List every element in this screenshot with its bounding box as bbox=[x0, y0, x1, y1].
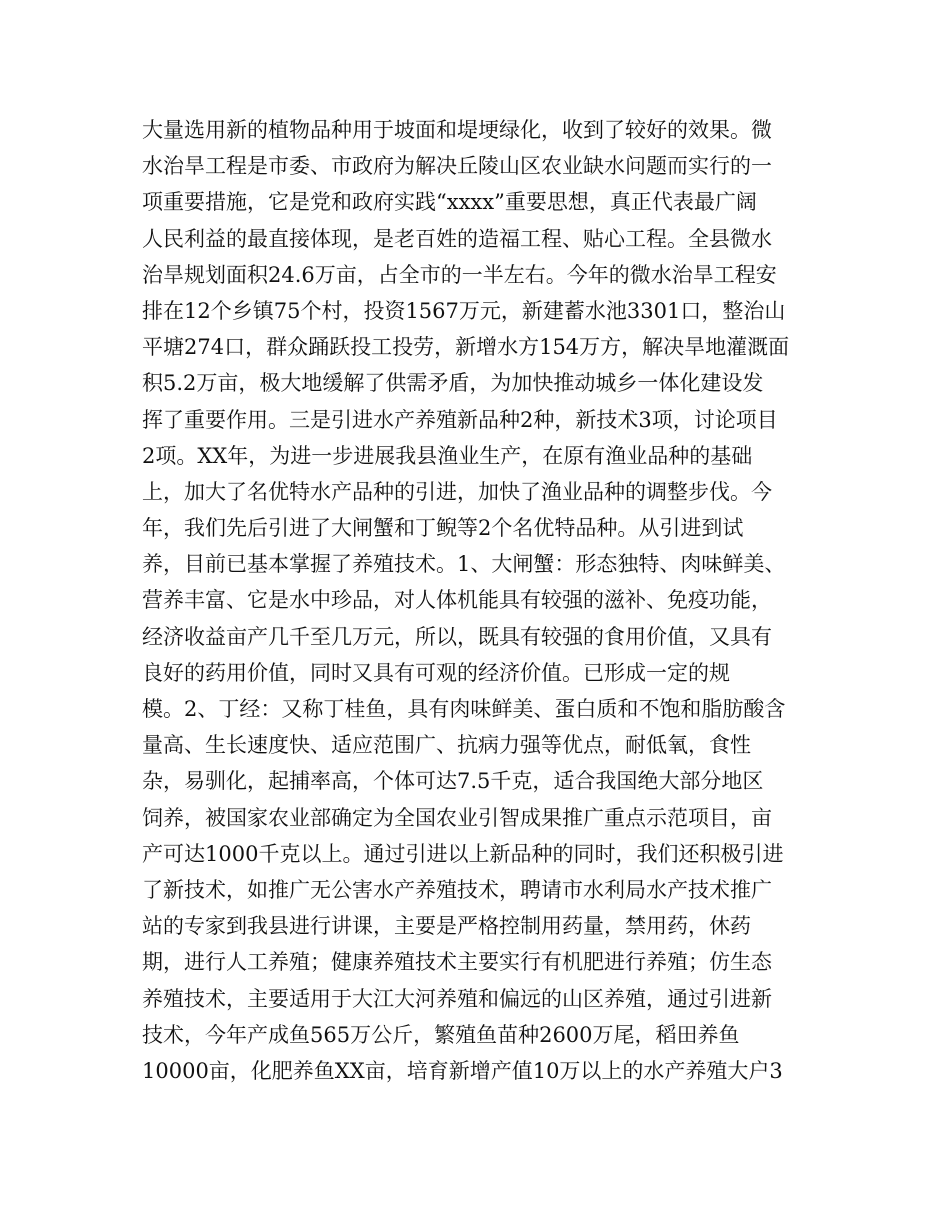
text-line-13: 养，目前已基本掌握了养殖技术。1、大闸蟹：形态独特、肉味鲜美、 bbox=[142, 552, 786, 577]
text-line-14: 营养丰富、它是水中珍品，对人体机能具有较强的滋补、免疫功能， bbox=[142, 588, 772, 613]
text-line-12: 年，我们先后引进了大闸蟹和丁鲵等2个名优特品种。从引进到试 bbox=[142, 516, 744, 541]
text-line-20: 饲养，被国家农业部确定为全国农业引智成果推广重点示范项目，亩 bbox=[142, 805, 772, 830]
text-line-5: 治旱规划面积24.6万亩，占全市的一半左右。今年的微水治旱工程安 bbox=[142, 262, 777, 287]
text-line-4: 人民利益的最直接体现，是老百姓的造福工程、贴心工程。全县微水 bbox=[142, 226, 772, 251]
text-line-22: 了新技术，如推广无公害水产养殖技术，聘请市水利局水产技术推广 bbox=[142, 877, 772, 902]
text-line-19: 杂，易驯化，起捕率高，个体可达7.5千克，适合我国绝大部分地区 bbox=[142, 769, 764, 794]
text-line-15: 经济收益亩产几千至几万元，所以，既具有较强的食用价值，又具有 bbox=[142, 624, 772, 649]
text-line-3: 项重要措施，它是党和政府实践“xxxx”重要思想，真正代表最广阔 bbox=[142, 190, 757, 215]
text-line-1: 大量选用新的植物品种用于坡面和堤埂绿化，收到了较好的效果。微 bbox=[142, 118, 772, 142]
text-line-7: 平塘274口，群众踊跃投工投劳，新增水方154万方，解决旱地灌溉面 bbox=[142, 335, 790, 360]
text-line-26: 技术，今年产成鱼565万公斤，繁殖鱼苗种2600万尾，稻田养鱼 bbox=[142, 1022, 740, 1047]
text-line-9: 挥了重要作用。三是引进水产养殖新品种2种，新技术3项，讨论项目 bbox=[142, 407, 778, 432]
text-line-21: 产可达1000千克以上。通过引进以上新品种的同时，我们还积极引进 bbox=[142, 841, 784, 866]
text-line-17: 模。2、丁经：又称丁桂鱼，具有肉味鲜美、蛋白质和不饱和脂肪酸含 bbox=[142, 697, 786, 721]
text-line-25: 养殖技术，主要适用于大江大河养殖和偏远的山区养殖，通过引进新 bbox=[142, 986, 772, 1011]
text-line-27: 10000亩，化肥养鱼XX亩，培育新增产值10万以上的水产养殖大户3 bbox=[142, 1058, 783, 1083]
text-line-18: 量高、生长速度快、适应范围广、抗病力强等优点，耐低氧，食性 bbox=[142, 733, 751, 758]
text-line-23: 站的专家到我县进行讲课，主要是严格控制用药量，禁用药，休药 bbox=[142, 914, 751, 939]
text-line-6: 排在12个乡镇75个村，投资1567万元，新建蓄水池3301口，整治山 bbox=[142, 298, 786, 323]
text-line-16: 良好的药用价值，同时又具有可观的经济价值。已形成一定的规 bbox=[142, 660, 730, 685]
text-line-24: 期，进行人工养殖；健康养殖技术主要实行有机肥进行养殖；仿生态 bbox=[142, 950, 772, 975]
text-line-8: 积5.2万亩，极大地缓解了供需矛盾，为加快推动城乡一体化建设发 bbox=[142, 371, 764, 396]
text-line-10: 2项。XX年，为进一步进展我县渔业生产，在原有渔业品种的基础 bbox=[142, 443, 753, 468]
body-text bbox=[142, 112, 822, 1089]
text-line-2: 水治旱工程是市委、市政府为解决丘陵山区农业缺水问题而实行的一 bbox=[142, 154, 772, 179]
text-line-11: 上，加大了名优特水产品种的引进，加快了渔业品种的调整步伐。今 bbox=[142, 479, 772, 504]
